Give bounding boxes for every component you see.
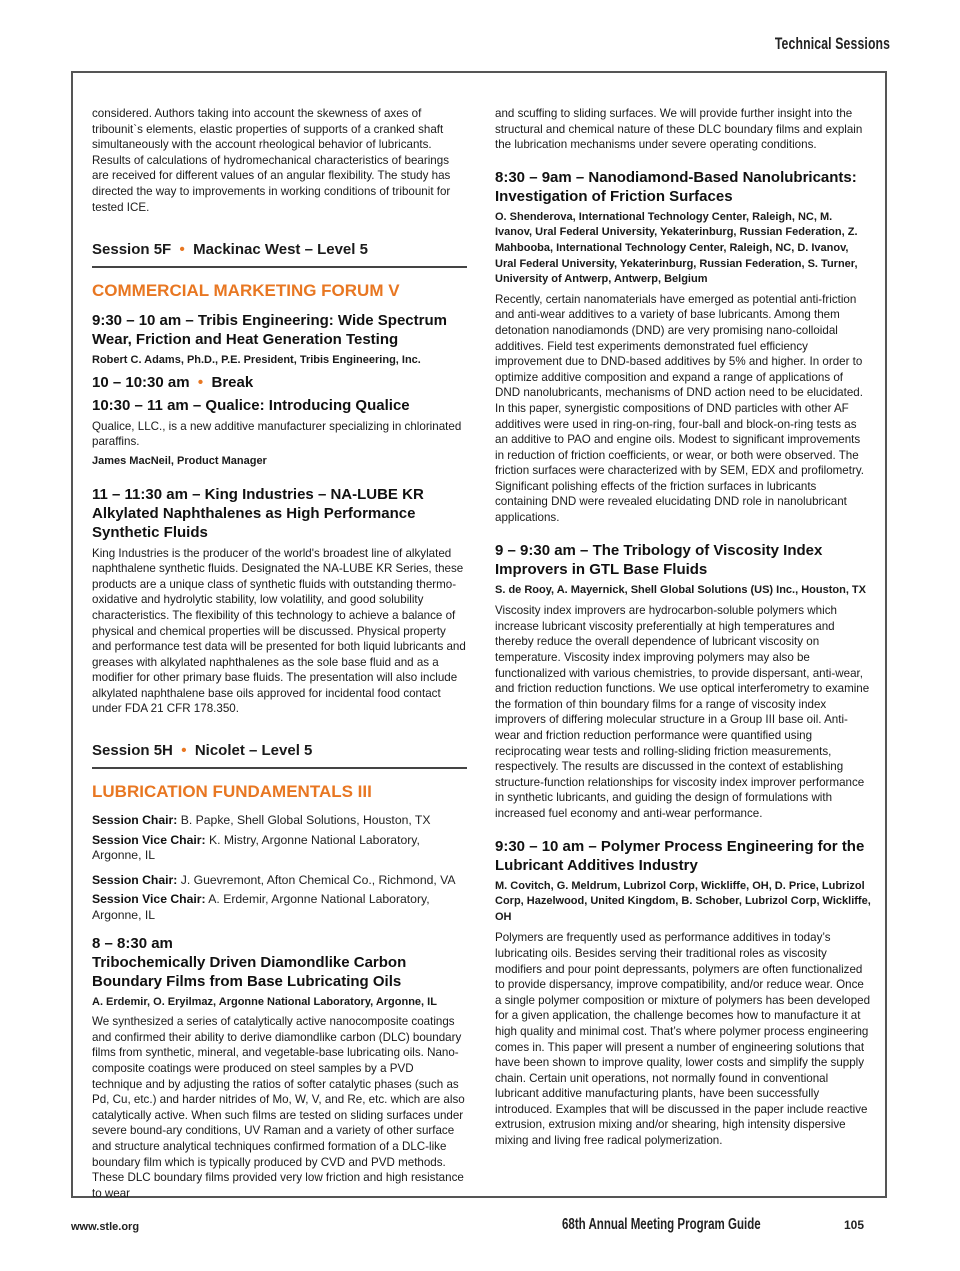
bullet-dot: • <box>175 241 189 259</box>
session-id: Session 5H <box>92 742 173 760</box>
section-header-title: Technical Sessions <box>774 34 890 53</box>
chair-label: Session Chair: <box>92 813 178 828</box>
talk-tribis-title: 9:30 – 10 am – Tribis Engineering: Wide Spectrum Wear, Friction and Heat Generation Testing <box>92 312 447 349</box>
talk-polymer-abstract: Polymers are frequently used as performance additives in today’s lubricating oils. Besides serving their traditional roles as viscosity modifiers and pour point depressants, polymers are often functionalized to provide dispersancy, improve compatibility, and/or reduce wear. Once a single polymer composition or mixture of polymers has been developed for a given application, the challenge becomes how to manufacture it at high quality and minimal cost. That’s where polymer process engineering comes in. This paper will present a number of engineering solutions that have been shown to improve quality, lower costs and simplify the supply chain. Certain unit operations, not normally found in conventional lubricant additive manufacturing plants, have been successfully introduced. Examples that will be discussed in the paper include reactive extrusion, extrusion mixing and/or shearing, high intensity dispersive mixing and living free radical polymerization. <box>495 931 871 1148</box>
session-5h-title: LUBRICATION FUNDAMENTALS III <box>92 782 372 802</box>
chair-value: K. Mistry, Argonne National Laboratory, Argonne, IL <box>92 832 420 863</box>
talk-qualice-title: 10:30 – 11 am – Qualice: Introducing Qualice <box>92 396 410 414</box>
chair-value: B. Papke, Shell Global Solutions, Houston, TX <box>180 813 431 828</box>
chair-label: Session Chair: <box>92 872 178 887</box>
talk-tribis-authors: Robert C. Adams, Ph.D., P.E. President, Tribis Engineering, Inc. <box>92 354 421 367</box>
talk-nanodiamond-abstract: Recently, certain nanomaterials have emerged as potential anti-friction and anti-wear additives to a variety of base lubricants. Among them detonation nanodiamonds (DND) are very promising nano-colloidal additives. Field test experiments demonstrated fuel efficiency improvement due to DND-based additives by 5% and higher. In order to optimize additive composition and expand a range of applications of DND nanolubricants, mechanisms of DND action need to be elucidated. In this paper, synergistic compositions of DND particles with other AF additives were used in ring-on-ring, four-ball and block-on-ring tests as an additive to PAO and engine oils. Modest to significant improvements in reduction of friction coefficients, or wear, or both were observed. The friction surfaces were characterized with by SEM, EDX and profilometry. Significant polishing effects of the friction surfaces in lubricants containing DND were revealed elucidating DND role in nanolubricant applications. <box>495 292 864 525</box>
session-room: Mackinac West – Level 5 <box>193 241 368 259</box>
chair-label: Session Vice Chair: <box>92 892 206 907</box>
chair-value: A. Erdemir, Argonne National Laboratory, Argonne, IL <box>92 892 430 923</box>
right-column <box>495 106 871 1149</box>
session-room: Nicolet – Level 5 <box>194 742 313 760</box>
talk-king-abstract: King Industries is the producer of the world's broadest line of alkylated naphthalene synthetic fluids. Designated the NA-LUBE KR Series, these products are a unique class of synthetic fluids with outstanding thermo-oxidative and hydrolytic stability, low volatility, and good solubility characteristics. The flexibility of this technology to achieve a balance of physical and chemical properties will be discussed. Physical property and performance test data will be presented for both liquid lubricants and greases with alkylated naphthalenes as the sole base fluid and as a modifier for other primary base fluids. The presentation will also include alkylated naphthalene base oils approved for incidental food contact under FDA 21 CFR 178.350. <box>92 546 466 716</box>
talk-qualice-abstract: Qualice, LLC., is a new additive manufacturer specializing in chlorinated paraffins. <box>92 419 462 449</box>
talk-king-title: 11 – 11:30 am – King Industries – NA-LUBE KR Alkylated Naphthalenes as High Performance Synthetic Fluids <box>92 485 424 541</box>
chair-label: Session Vice Chair: <box>92 832 206 847</box>
bullet-dot: • <box>177 742 191 760</box>
talk-nanodiamond-authors: O. Shenderova, International Technology Center, Raleigh, NC, M. Ivanov, Ural Federal University, Yekaterinburg, Russian Federation, Z. Mahbooba, International Technology Center, Raleigh, NC, D. Ivanov, Ural Federal University, Yekaterinburg, Russian Federation, S. Turner, University of Antwerp, Antwerp, Belgium <box>495 210 858 286</box>
left-column <box>92 106 467 1201</box>
session-5f-heading <box>92 240 467 268</box>
talk-viscosity-authors: S. de Rooy, A. Mayernick, Shell Global Solutions (US) Inc., Houston, TX <box>495 583 866 596</box>
break-line <box>92 373 467 392</box>
talk-erdemir-authors: A. Erdemir, O. Eryilmaz, Argonne National Laboratory, Argonne, IL <box>92 995 437 1008</box>
talk-polymer-authors: M. Covitch, G. Meldrum, Lubrizol Corp, Wickliffe, OH, D. Price, Lubrizol Corp, Hazelwood, United Kingdom, B. Schober, Lubrizol Corp, Wickliffe, OH <box>495 879 871 923</box>
chair-value: J. Guevremont, Afton Chemical Co., Richmond, VA <box>180 872 456 887</box>
continued-text-left: considered. Authors taking into account the skewness of axes of tribounit`s elements, elastic properties of supports of a cranked shaft simultaneously with the account rheological behavior of lubricants. Results of calculations of hydromechanical characteristics of bearings are received for different values of an angular flexibility. The study has directed the way to improvements in working conditions of tribounit for tested ICE. <box>92 107 451 214</box>
session-5f-title: COMMERCIAL MARKETING FORUM V <box>92 281 400 301</box>
talk-erdemir-abstract: We synthesized a series of catalytically active nanocomposite coatings and confirmed their ability to derive diamondlike carbon (DLC) boundary films from synthetic, mineral, and vegetable-base lubricating oils. Nano-composite coatings were produced on steel samples by a PVD technique and by adjusting the ratios of softer catalytic phases (such as Pd, Cu, etc.) and harder nitrides of Mo, W, V, and Re, etc. which are also catalytically active. When such films are tested on sliding surfaces under severe bound-ary conditions, UV Raman and a variety of other surface and structure analytical techniques confirmed formation of a DLC-like boundary film which is typically produced by CVD and PVD methods. These DLC boundary films provided very low friction and high resistance to wear <box>92 1015 465 1200</box>
talk-erdemir-title: Tribochemically Driven Diamondlike Carbon Boundary Films from Base Lubricating Oils <box>92 953 407 990</box>
bullet-dot: • <box>189 373 212 391</box>
session-vice-chair-2 <box>92 892 467 923</box>
session-id: Session 5F <box>92 241 172 259</box>
page-number: 105 <box>843 1218 864 1232</box>
talk-erdemir-time: 8 – 8:30 am <box>92 934 173 952</box>
talk-qualice-authors: James MacNeil, Product Manager <box>92 454 267 467</box>
session-chair-1 <box>92 813 467 829</box>
break-time: 10 – 10:30 am <box>92 373 190 391</box>
footer-guide-title: 68th Annual Meeting Program Guide <box>562 1216 761 1233</box>
talk-viscosity-abstract: Viscosity index improvers are hydrocarbon-soluble polymers which increase lubricant viscosity preferentially at high temperatures and thereby reduce the overall dependence of lubricant viscosity on temperature. Viscosity index improving polymers may also be functionalized with various chemistries, to provide dispersant, anti-wear, and friction reduction functions. We use optical interferometry to examine the formation of thin boundary films for a range of viscosity index improvers of differing molecular structure in a Group III base oil. Anti-wear and friction reduction performance were quantified using reciprocating wear tests and rolling-sliding friction measurements, respectively. The results are discussed in the context of establishing structure-function relationships for viscosity index improver performance in synthetic lubricants, and guiding the design of formulations with increased fuel economy and anti-wear performance. <box>495 604 870 820</box>
content-frame <box>71 71 887 1198</box>
session-chair-2 <box>92 873 467 889</box>
continued-text-right: and scuffing to sliding surfaces. We will provide further insight into the structural and chemical nature of these DLC boundary films and explain the lubrication mechanisms under severe operating conditions. <box>495 107 863 152</box>
session-vice-chair-1 <box>92 833 467 864</box>
break-label: Break <box>211 373 254 391</box>
footer-url: www.stle.org <box>71 1221 140 1233</box>
talk-polymer-title: 9:30 – 10 am – Polymer Process Engineering for the Lubricant Additives Industry <box>495 837 865 874</box>
session-5h-heading <box>92 741 467 769</box>
talk-viscosity-title: 9 – 9:30 am – The Tribology of Viscosity Index Improvers in GTL Base Fluids <box>495 541 823 578</box>
talk-nanodiamond-title: 8:30 – 9am – Nanodiamond-Based Nanolubricants: Investigation of Friction Surfaces <box>495 168 857 205</box>
